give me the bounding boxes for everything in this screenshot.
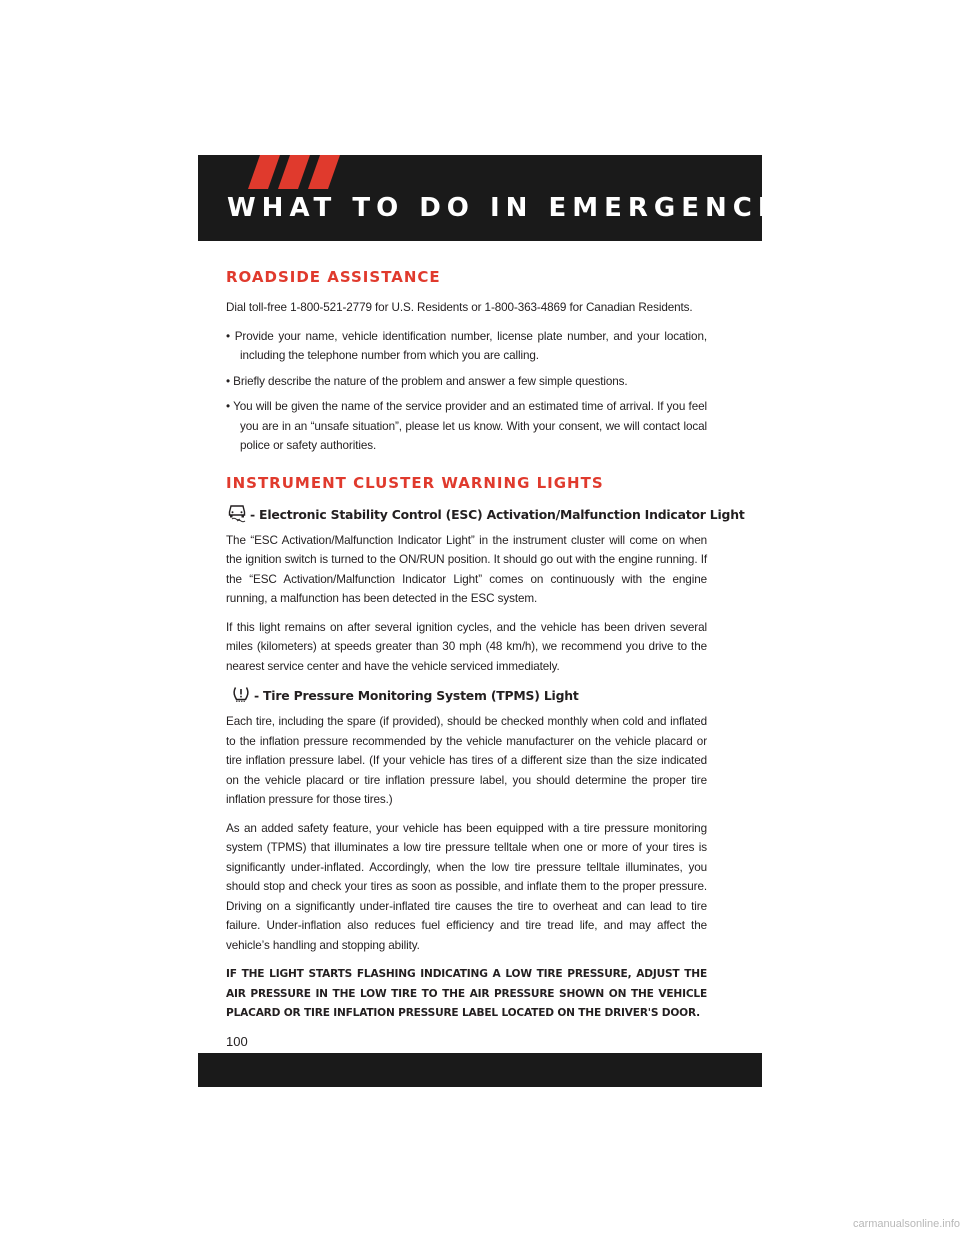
roadside-bullet-1: • Provide your name, vehicle identification number, license plate number, and your location, including the telephone number from which you are calling. [226,329,707,362]
esc-skidding-car-icon [228,504,246,522]
page-footer-bar [198,1053,762,1087]
tpms-heading [232,685,707,703]
page-header-banner [198,155,822,241]
esc-paragraph-1: The “ESC Activation/Malfunction Indicator Light” in the instrument cluster will come on when the ignition switch is turned to the ON/RUN position. It should go out with the engine running. If the “ESC Activation/Malfunction Indicator Light” comes on continuously with the engine running, a malfunction has been detected in the ESC system. [226,533,707,605]
warning-lights-title: INSTRUMENT CLUSTER WARNING LIGHTS [226,473,604,492]
tire-pressure-warning-icon [232,685,250,703]
watermark-text: carmanualsonline.info [852,1218,960,1230]
page-number: 100 [226,1034,248,1049]
tpms-warning-text: IF THE LIGHT STARTS FLASHING INDICATING A LOW TIRE PRESSURE, ADJUST THE AIR PRESSURE IN THE LOW TIRE TO THE AIR PRESSURE SHOWN ON THE VEHICLE PLACARD OR TIRE INFLATION PRESSURE LABEL LOCATED ON THE DRIVER'S DOOR. [226,968,707,1019]
roadside-bullet-2: • Briefly describe the nature of the problem and answer a few simple questions. [226,374,628,388]
diagonal-stripes-icon [248,155,348,189]
page-content [226,268,745,1024]
tpms-paragraph-1: Each tire, including the spare (if provided), should be checked monthly when cold and inflated to the inflation pressure recommended by the vehicle manufacturer on the vehicle placard or tire inflation pressure label. (If your vehicle has tires of a different size than the size indicated on the vehicle placard or tire inflation pressure label, you should determine the proper tire inflation pressure for those tires.) [226,715,707,806]
roadside-intro: Dial toll-free 1-800-521-2779 for U.S. Residents or 1-800-363-4869 for Canadian Residents. [226,301,693,314]
page-header-title: WHAT TO DO IN EMERGENCIES [227,193,822,223]
esc-heading-text: - Electronic Stability Control (ESC) Activation/Malfunction Indicator Light [250,506,745,522]
tpms-heading-text: - Tire Pressure Monitoring System (TPMS) Light [254,688,579,703]
esc-paragraph-2: If this light remains on after several ignition cycles, and the vehicle has been driven several miles (kilometers) at speeds greater than 30 mph (48 km/h), we recommend you drive to the nearest service center and have the vehicle serviced immediately. [226,620,707,673]
tpms-paragraph-2: As an added safety feature, your vehicle has been equipped with a tire pressure monitoring system (TPMS) that illuminates a low tire pressure telltale when one or more of your tires is significantly under-inflated. Accordingly, when the low tire pressure telltale illuminates, you should stop and check your tires as soon as possible, and inflate them to the proper pressure. Driving on a significantly under-inflated tire causes the tire to overheat and can lead to tire failure. Under-inflation also reduces fuel efficiency and tire tread life, and may affect the vehicle’s handling and stopping ability. [226,821,707,952]
roadside-assistance-title: ROADSIDE ASSISTANCE [226,268,441,286]
esc-heading [228,504,745,522]
roadside-bullet-3: • You will be given the name of the service provider and an estimated time of arrival. If you feel you are in an “unsafe situation”, please let us know. With your consent, we will contact local police or safety authorities. [226,400,707,452]
